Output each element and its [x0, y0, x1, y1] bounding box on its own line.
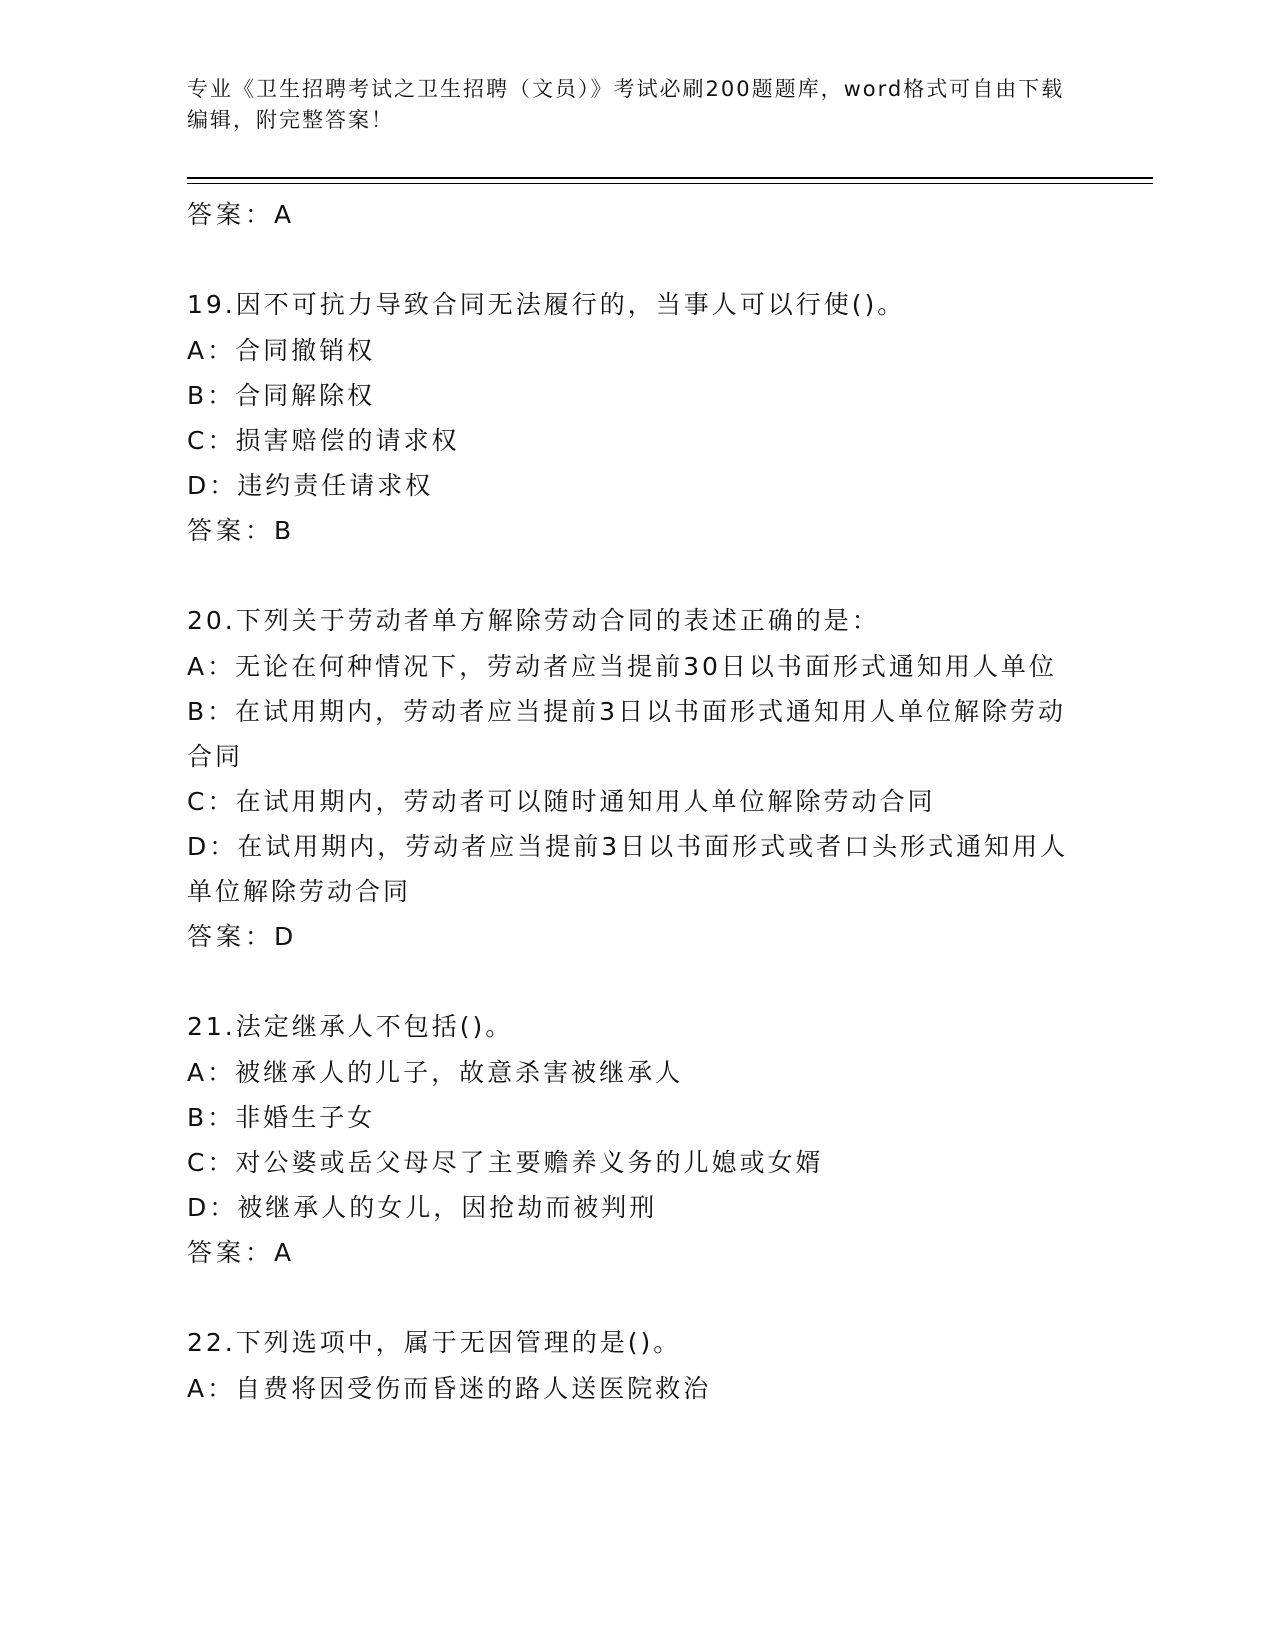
question-title: 21.法定继承人不包括()。	[187, 1012, 514, 1041]
option-b: B：合同解除权	[187, 381, 376, 410]
question-19	[187, 282, 1087, 554]
question-22	[187, 1320, 1087, 1411]
spacer	[187, 238, 1087, 282]
option-d: D：被继承人的女儿，因抢劫而被判刑	[187, 1193, 658, 1222]
spacer	[187, 554, 1087, 598]
answer-line: 答案：A	[187, 200, 296, 229]
option-d: D：在试用期内，劳动者应当提前3日以书面形式或者口头形式通知用人单位解除劳动合同	[187, 832, 1069, 906]
header-rule-thin	[187, 183, 1153, 184]
question-title: 20.下列关于劳动者单方解除劳动合同的表述正确的是：	[187, 606, 880, 635]
question-20	[187, 598, 1087, 960]
spacer	[187, 1276, 1087, 1320]
answer-line: 答案：D	[187, 922, 298, 951]
spacer	[187, 960, 1087, 1004]
header-rule-thick	[187, 177, 1153, 179]
question-21	[187, 1004, 1087, 1276]
answer-line: 答案：A	[187, 1238, 296, 1267]
question-title: 19.因不可抗力导致合同无法履行的，当事人可以行使()。	[187, 290, 906, 319]
document-header	[187, 74, 1067, 136]
option-a: A：被继承人的儿子，故意杀害被继承人	[187, 1058, 684, 1087]
option-c: C：在试用期内，劳动者可以随时通知用人单位解除劳动合同	[187, 787, 936, 816]
option-a: A：自费将因受伤而昏迷的路人送医院救治	[187, 1374, 712, 1403]
option-d: D：违约责任请求权	[187, 471, 434, 500]
option-a: A：合同撤销权	[187, 336, 376, 365]
option-b: B：在试用期内，劳动者应当提前3日以书面形式通知用人单位解除劳动合同	[187, 697, 1067, 771]
option-a: A：无论在何种情况下，劳动者应当提前30日以书面形式通知用人单位	[187, 652, 1057, 681]
option-c: C：对公婆或岳父母尽了主要赡养义务的儿媳或女婿	[187, 1148, 824, 1177]
question-list	[187, 192, 1087, 1411]
answer-line: 答案：B	[187, 516, 296, 545]
option-c: C：损害赔偿的请求权	[187, 426, 460, 455]
header-text: 专业《卫生招聘考试之卫生招聘（文员）》考试必刷200题题库，word格式可自由下载编辑，附完整答案！	[187, 77, 1065, 132]
option-b: B：非婚生子女	[187, 1103, 376, 1132]
question-title: 22.下列选项中，属于无因管理的是()。	[187, 1328, 682, 1357]
